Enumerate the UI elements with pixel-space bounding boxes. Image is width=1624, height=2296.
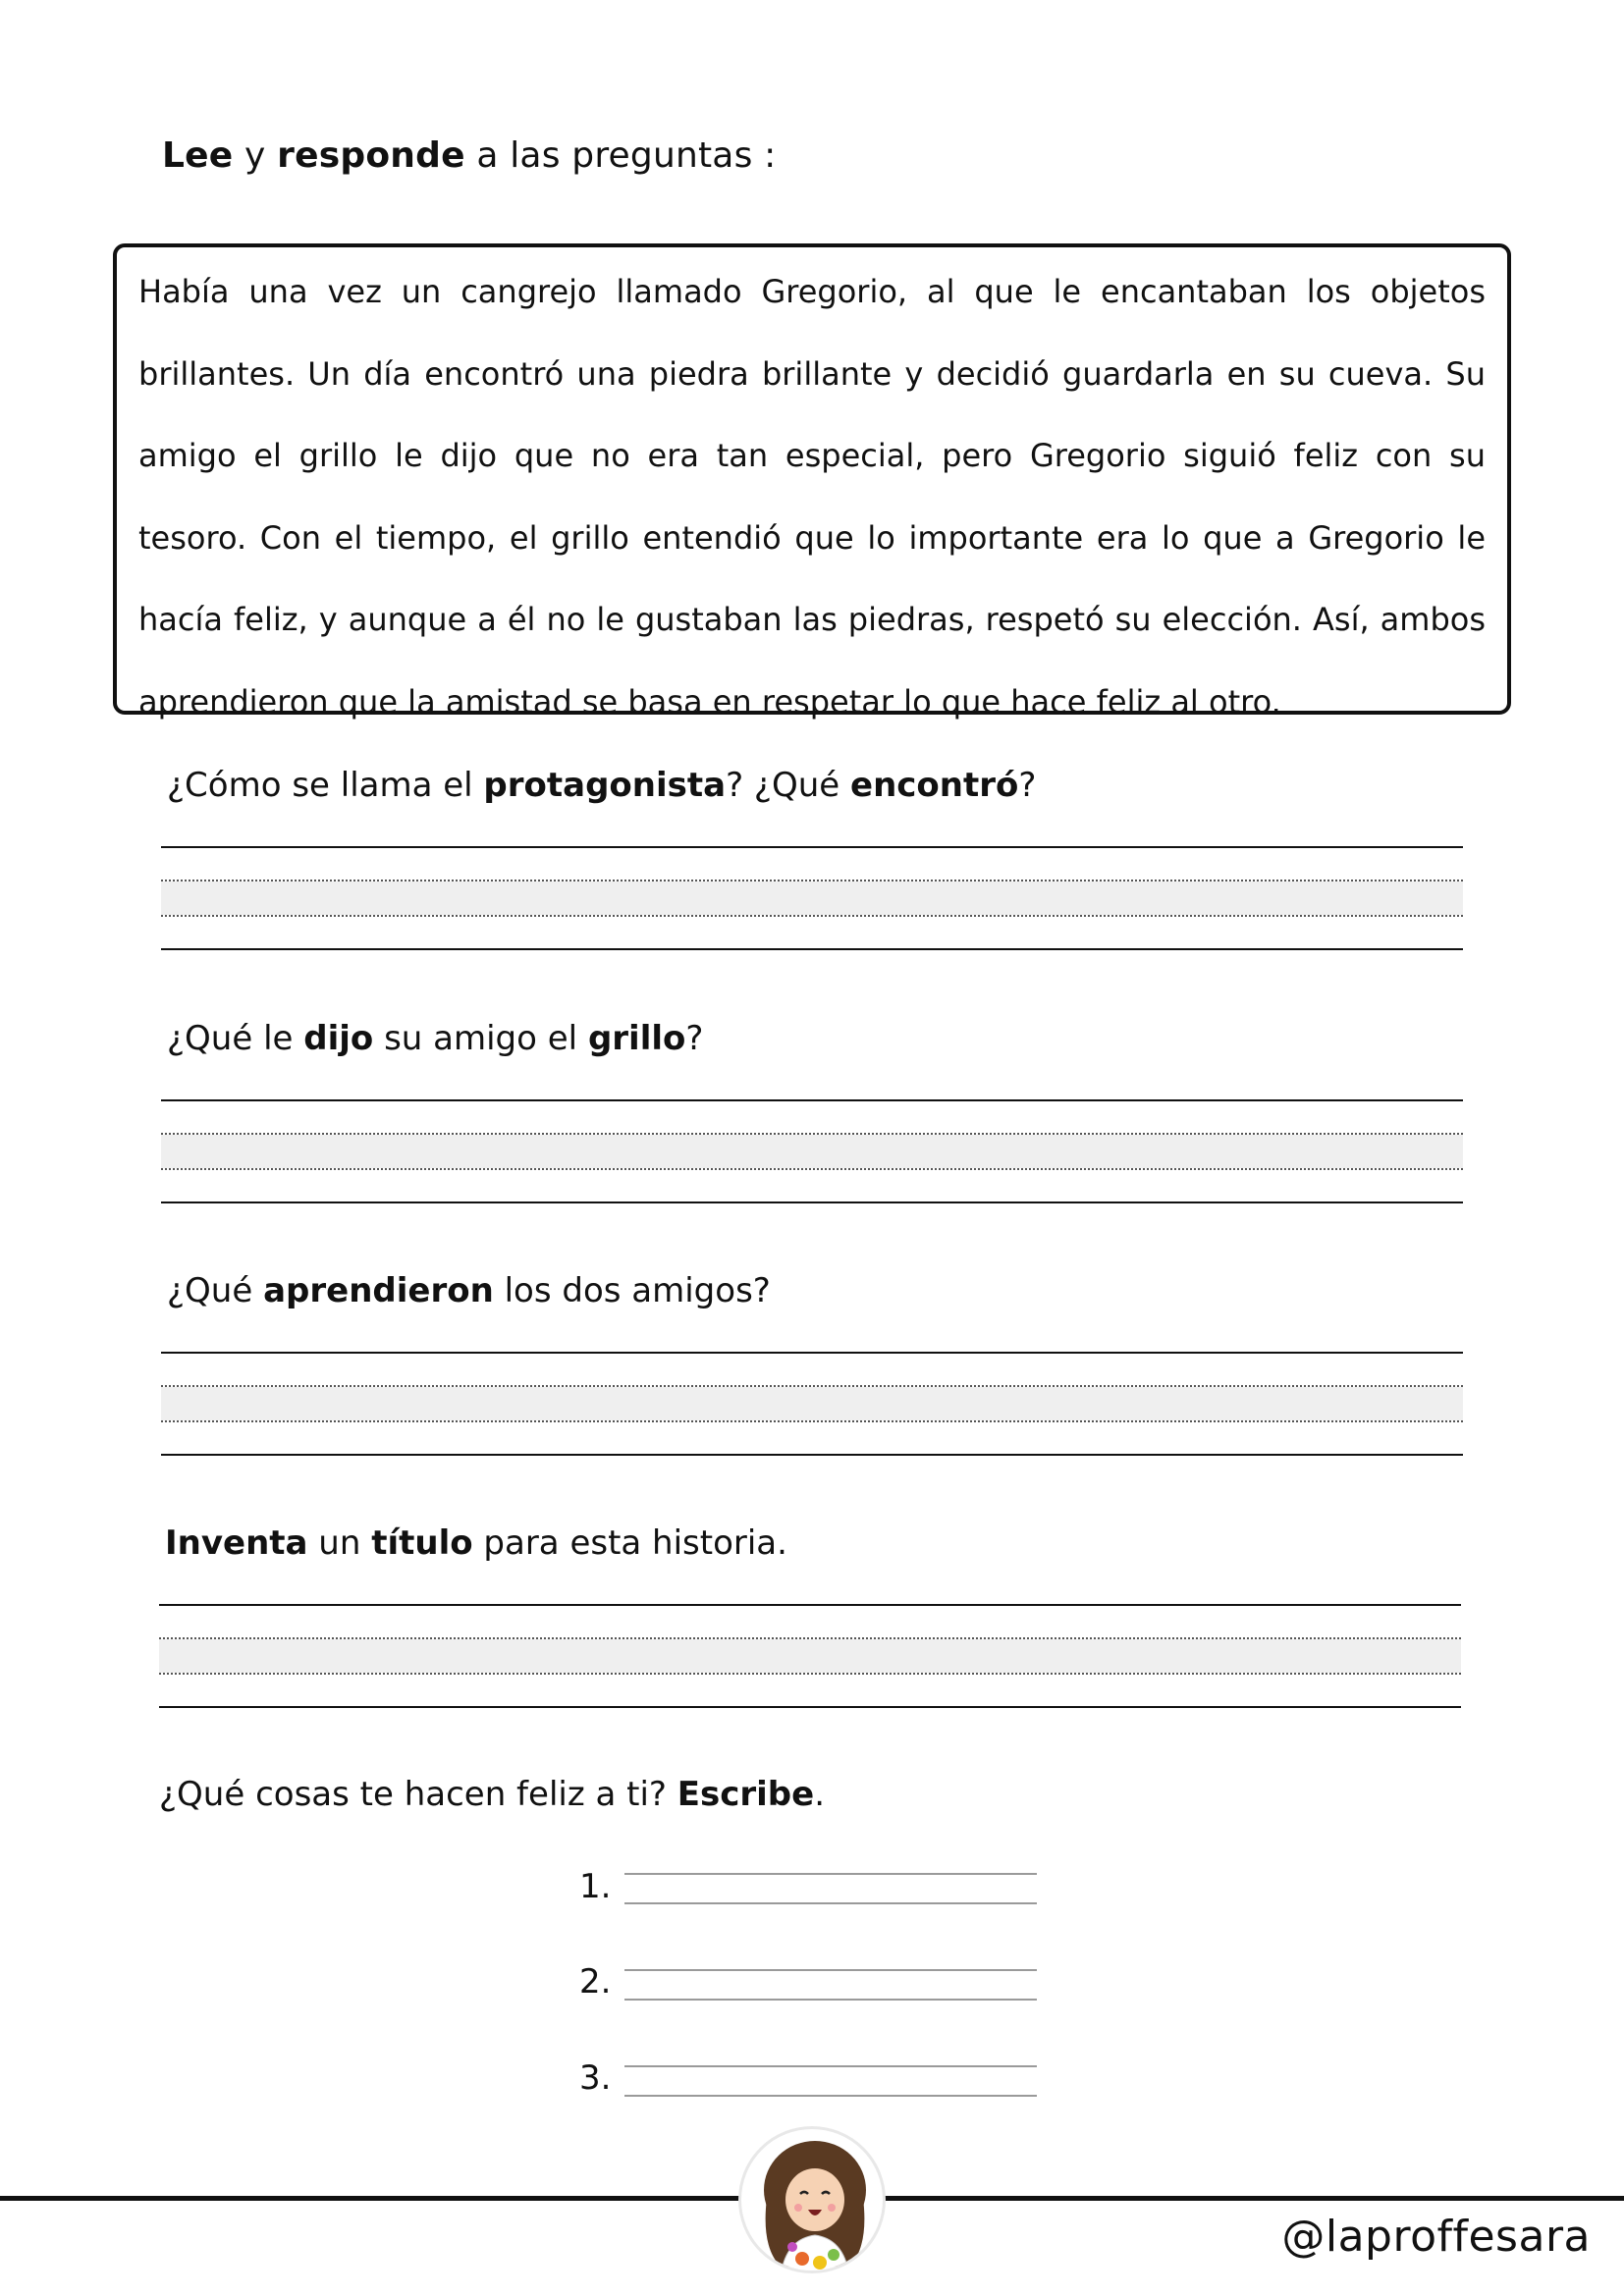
question-1 [167, 766, 1036, 805]
instr-word-lee: Lee [162, 135, 234, 176]
q1-part: ? ¿Qué [726, 766, 851, 805]
q1-part: ? [1018, 766, 1037, 805]
answer-lines-1[interactable] [161, 846, 1463, 954]
q2-part: su amigo el [373, 1019, 588, 1058]
q4-bold-titulo: título [371, 1523, 473, 1563]
q3-bold-aprendieron: aprendieron [263, 1271, 494, 1310]
q2-bold-dijo: dijo [303, 1019, 374, 1058]
question-5 [159, 1775, 825, 1814]
story-box [113, 243, 1511, 721]
answer-lines-3[interactable] [161, 1352, 1463, 1460]
q5-bold-escribe: Escribe [677, 1775, 815, 1814]
q3-part: los dos amigos? [493, 1271, 771, 1310]
question-4 [165, 1523, 787, 1563]
question-2 [167, 1019, 703, 1058]
q1-bold-encontro: encontró [850, 766, 1019, 805]
instr-rest: a las preguntas : [464, 135, 777, 176]
q4-part: para esta historia. [472, 1523, 787, 1563]
author-handle: @laproffesara [1281, 2212, 1591, 2262]
story-text: Había una vez un cangrejo llamado Gregorio, al que le encantaban los objetos brillantes. Un día encontró una piedra brillante y decidió guardarla en su cueva. Su amigo el grillo le dijo que no era tan especial, pero Gregorio siguió feliz con su tesoro. Con el tiempo, el grillo entendió que lo importante era lo que a Gregorio le hacía feliz, y aunque a él no le gustaban las piedras, respetó su elección. Así, ambos aprendieron que la amistad se basa en respetar lo que hace feliz al otro. [138, 273, 1486, 721]
q2-bold-grillo: grillo [587, 1019, 686, 1058]
instr-word-responde: responde [277, 135, 465, 176]
q4-part: un [307, 1523, 372, 1563]
q2-part: ? [685, 1019, 704, 1058]
q1-part: ¿Cómo se llama el [167, 766, 484, 805]
list-answer-line-1[interactable] [624, 1873, 1037, 1904]
q5-part: . [814, 1775, 826, 1814]
q5-part: ¿Qué cosas te hacen feliz a ti? [159, 1775, 677, 1814]
q1-bold-protagonista: protagonista [483, 766, 727, 805]
instr-word-y: y [233, 135, 278, 176]
list-number-3: 3. [579, 2058, 612, 2098]
q4-bold-inventa: Inventa [165, 1523, 308, 1563]
list-number-2: 2. [579, 1962, 612, 2002]
question-3 [167, 1271, 771, 1310]
list-answer-line-2[interactable] [624, 1969, 1037, 2001]
list-answer-line-3[interactable] [624, 2065, 1037, 2097]
instruction-heading [162, 135, 777, 176]
q3-part: ¿Qué [167, 1271, 264, 1310]
teacher-avatar-icon [738, 2126, 886, 2273]
answer-lines-4[interactable] [159, 1604, 1461, 1712]
answer-lines-2[interactable] [161, 1099, 1463, 1207]
list-number-1: 1. [579, 1867, 612, 1906]
q2-part: ¿Qué le [167, 1019, 304, 1058]
